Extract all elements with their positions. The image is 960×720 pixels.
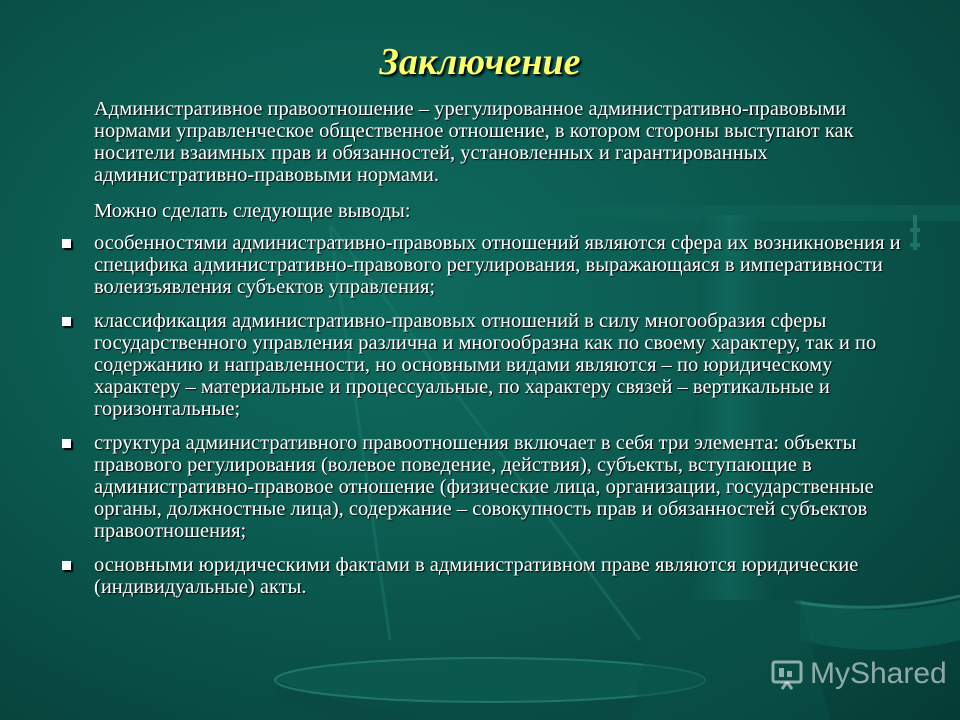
bullet-square-icon	[62, 317, 71, 326]
bullet-square-icon	[62, 439, 71, 448]
list-item-text: классификация административно-правовых отношений в силу многообразия сферы государственного управления различна и многообразна как по своему характеру, так и по содержанию и направленности, но основными видами являются – по юридическому характеру – материальные и процессуальные, по характеру связей – вертикальные и горизонтальные;	[94, 310, 877, 420]
intro-paragraph: Административное правоотношение – урегулированное административно-правовыми нормами управленческое общественное отношение, в котором стороны выступают как носители взаимных прав и обязанностей, установленных и гарантированных административно-правовыми нормами.	[94, 98, 854, 186]
conclusions-list	[58, 232, 908, 598]
presentation-icon	[770, 657, 804, 691]
list-item	[58, 310, 908, 420]
list-item	[58, 432, 908, 542]
watermark-text: MyShared	[810, 657, 947, 690]
bullet-square-icon	[62, 239, 71, 248]
slide-body	[58, 98, 908, 610]
list-item-text: основными юридическими фактами в административном праве являются юридические (индивидуальные) акты.	[94, 554, 859, 598]
conclusion-lead: Можно сделать следующие выводы:	[94, 200, 411, 222]
slide-title: Заключение	[379, 41, 581, 83]
list-item	[58, 554, 908, 598]
watermark	[770, 654, 947, 694]
bullet-square-icon	[62, 561, 71, 570]
list-item-text: структура административного правоотношения включает в себя три элемента: объекты правового регулирования (волевое поведение, действия), субъекты, вступающие в административно-правовое отношение (физические лица, организации, государственные органы, должностные лица), содержание – совокупность прав и обязанностей субъектов правоотношения;	[94, 432, 874, 542]
list-item-text: особенностями административно-правовых отношений являются сфера их возникновения и специфика административно-правового регулирования, выражающаяся в императивности волеизъявления субъектов управления;	[94, 232, 901, 298]
list-item	[58, 232, 908, 298]
